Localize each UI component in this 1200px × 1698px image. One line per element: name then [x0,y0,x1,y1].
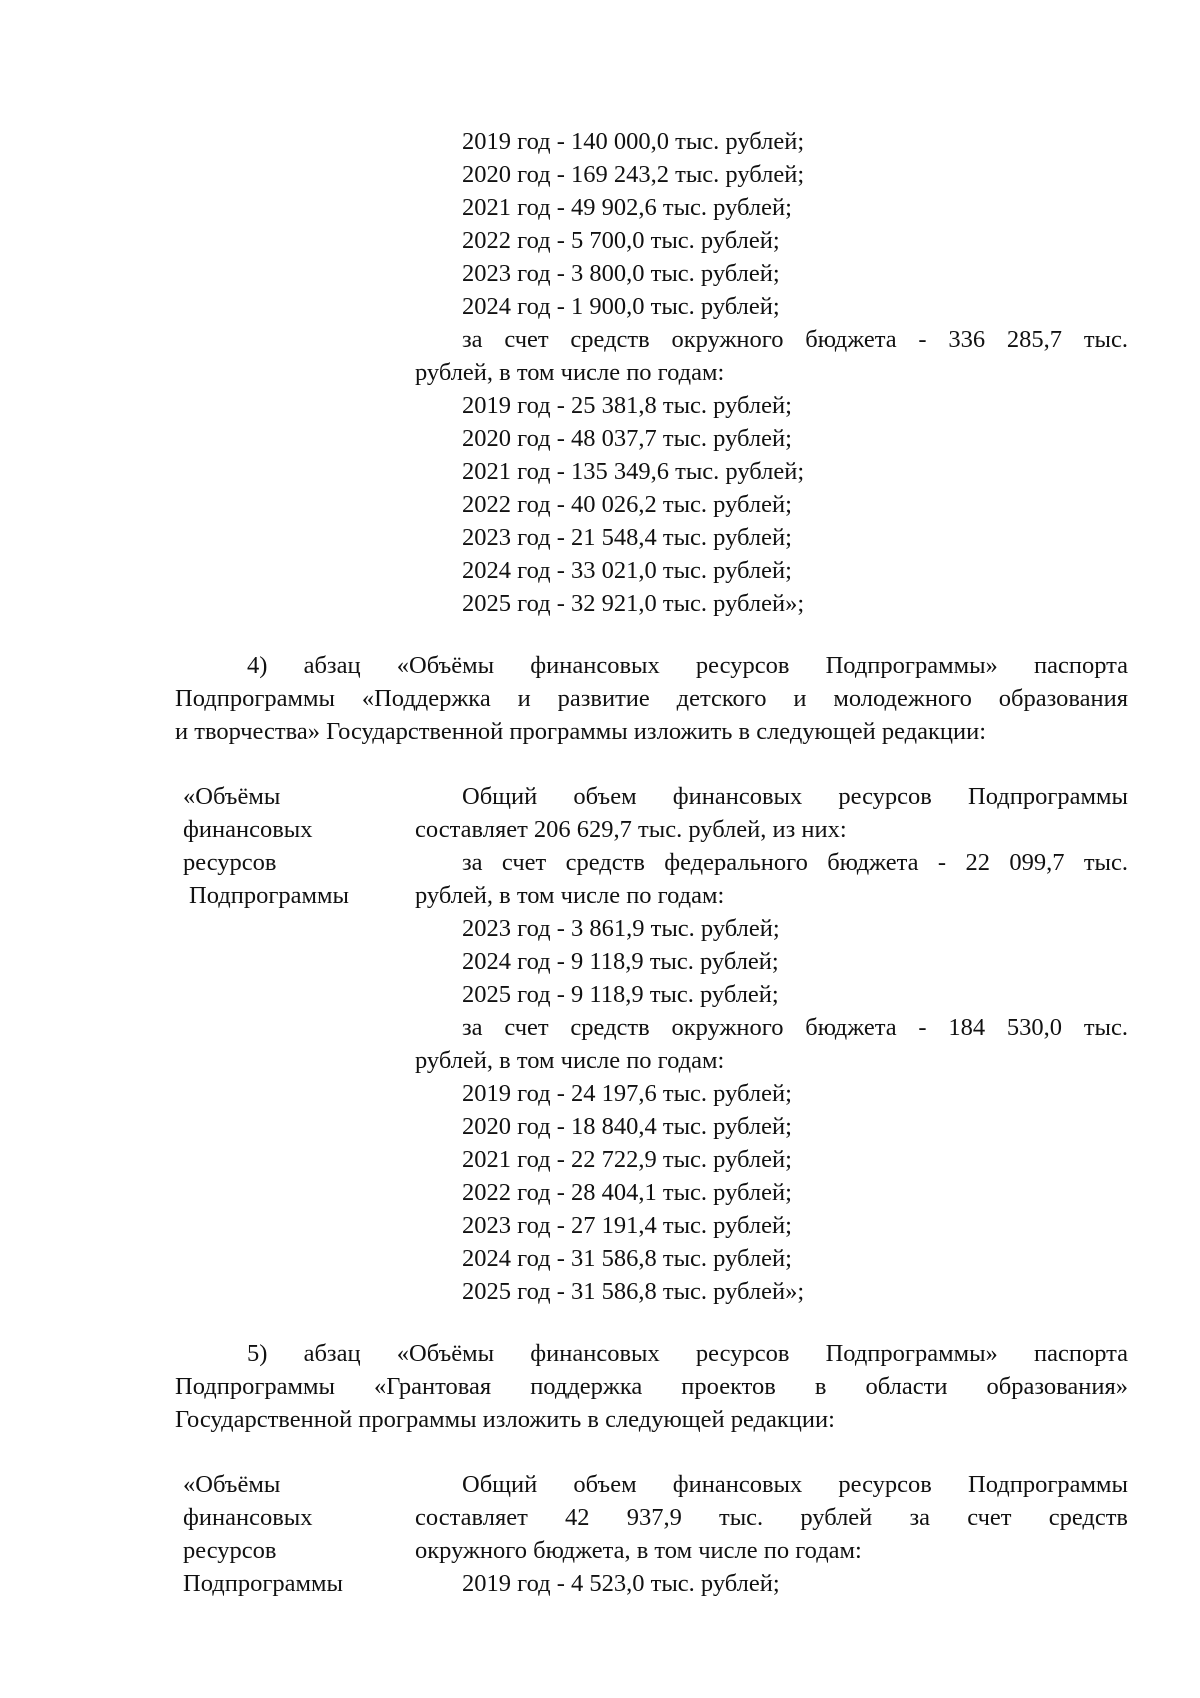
table-label: Подпрограммы [183,1570,343,1597]
table-label: финансовых [183,1504,313,1531]
amount-line: 2025 год - 9 118,9 тыс. рублей; [462,981,779,1008]
funding-source-line: за счет средств окружного бюджета - 336 285,7 тыс. [462,326,1128,353]
funding-source-line: рублей, в том числе по годам: [415,882,725,909]
table-label: «Объёмы [183,1471,281,1498]
funding-source-line: за счет средств федерального бюджета - 22 099,7 тыс. [462,849,1128,876]
table-label: ресурсов [183,1537,277,1564]
funding-source-line: рублей, в том числе по годам: [415,1047,725,1074]
amount-line: 2021 год - 22 722,9 тыс. рублей; [462,1146,792,1173]
amount-line: 2024 год - 9 118,9 тыс. рублей; [462,948,779,975]
amount-line: 2022 год - 40 026,2 тыс. рублей; [462,491,792,518]
amount-line: 2020 год - 18 840,4 тыс. рублей; [462,1113,792,1140]
item-5-paragraph-line: Государственной программы изложить в следующей редакции: [175,1406,835,1433]
table-label: «Объёмы [183,783,281,810]
total-volume-line: составляет 206 629,7 тыс. рублей, из них: [415,816,847,843]
amount-line: 2019 год - 4 523,0 тыс. рублей; [462,1570,780,1597]
table-label: финансовых [183,816,313,843]
amount-line: 2024 год - 33 021,0 тыс. рублей; [462,557,792,584]
total-volume-line: окружного бюджета, в том числе по годам: [415,1537,862,1564]
amount-line: 2019 год - 140 000,0 тыс. рублей; [462,128,805,155]
amount-line: 2019 год - 25 381,8 тыс. рублей; [462,392,792,419]
funding-source-line: за счет средств окружного бюджета - 184 530,0 тыс. [462,1014,1128,1041]
item-4-paragraph-line: и творчества» Государственной программы изложить в следующей редакции: [175,718,987,745]
funding-source-line: рублей, в том числе по годам: [415,359,725,386]
table-label: ресурсов [183,849,277,876]
amount-line: 2021 год - 49 902,6 тыс. рублей; [462,194,792,221]
amount-line: 2023 год - 27 191,4 тыс. рублей; [462,1212,792,1239]
amount-line: 2021 год - 135 349,6 тыс. рублей; [462,458,805,485]
amount-line: 2022 год - 5 700,0 тыс. рублей; [462,227,780,254]
item-4-paragraph-line: 4) абзац «Объёмы финансовых ресурсов Подпрограммы» паспорта [247,652,1128,679]
amount-line: 2023 год - 3 861,9 тыс. рублей; [462,915,780,942]
total-volume-line: Общий объем финансовых ресурсов Подпрограммы [462,1471,1128,1498]
amount-line: 2023 год - 21 548,4 тыс. рублей; [462,524,792,551]
amount-line: 2025 год - 31 586,8 тыс. рублей»; [462,1278,805,1305]
amount-line: 2020 год - 48 037,7 тыс. рублей; [462,425,792,452]
item-5-paragraph-line: 5) абзац «Объёмы финансовых ресурсов Подпрограммы» паспорта [247,1340,1128,1367]
amount-line: 2023 год - 3 800,0 тыс. рублей; [462,260,780,287]
table-label: Подпрограммы [189,882,349,909]
amount-line: 2019 год - 24 197,6 тыс. рублей; [462,1080,792,1107]
amount-line: 2024 год - 1 900,0 тыс. рублей; [462,293,780,320]
amount-line: 2024 год - 31 586,8 тыс. рублей; [462,1245,792,1272]
item-5-paragraph-line: Подпрограммы «Грантовая поддержка проектов в области образования» [175,1373,1128,1400]
total-volume-line: Общий объем финансовых ресурсов Подпрограммы [462,783,1128,810]
amount-line: 2022 год - 28 404,1 тыс. рублей; [462,1179,792,1206]
amount-line: 2020 год - 169 243,2 тыс. рублей; [462,161,805,188]
total-volume-line: составляет 42 937,9 тыс. рублей за счет средств [415,1504,1128,1531]
item-4-paragraph-line: Подпрограммы «Поддержка и развитие детского и молодежного образования [175,685,1128,712]
amount-line: 2025 год - 32 921,0 тыс. рублей»; [462,590,805,617]
